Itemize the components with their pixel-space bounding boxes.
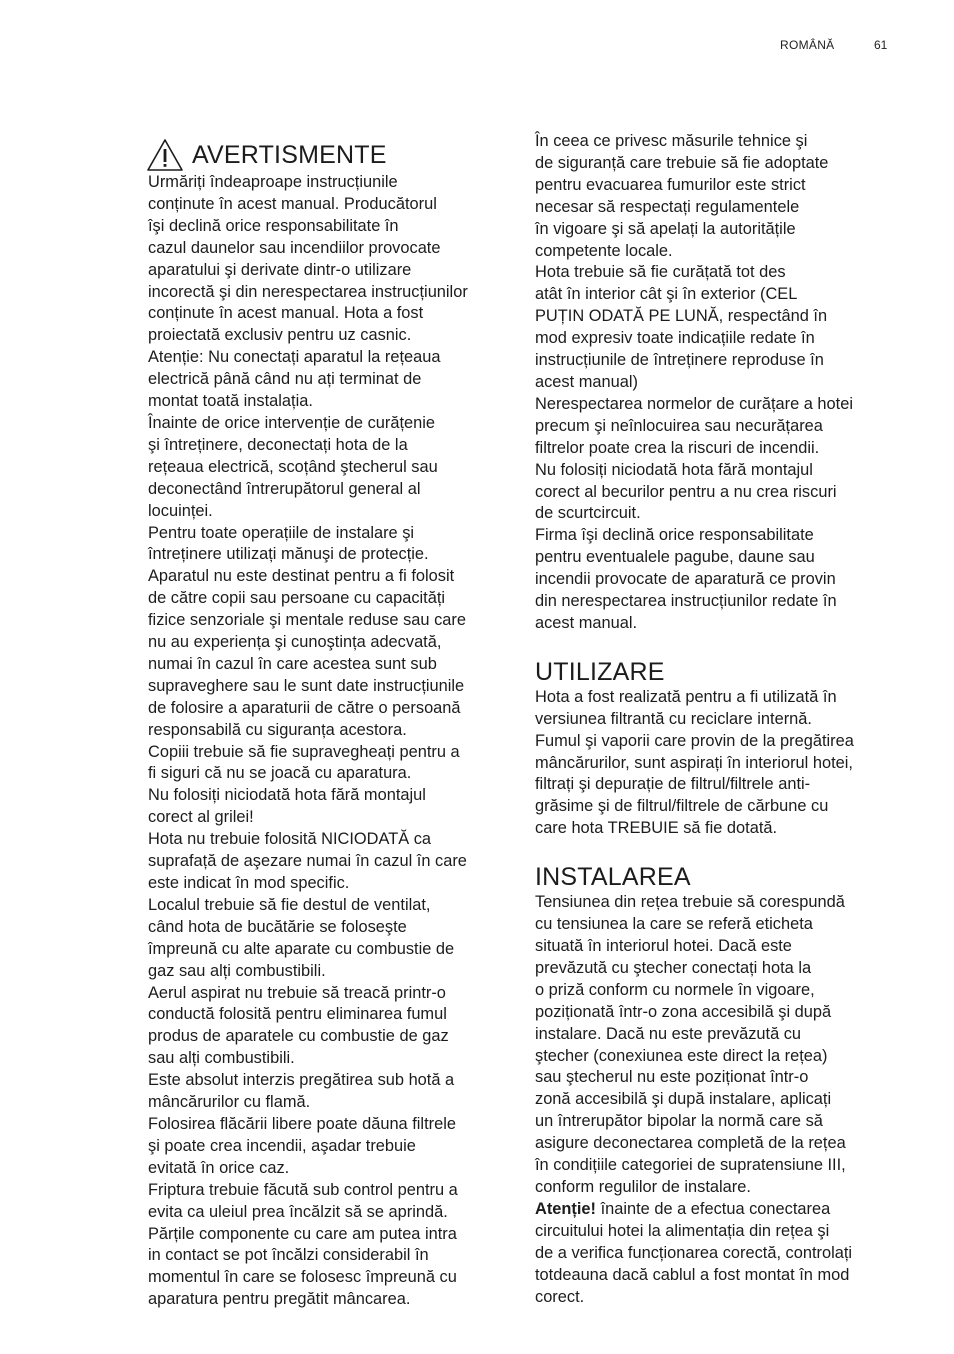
text-line: Hota a fost realizată pentru a fi utilizată în bbox=[535, 687, 837, 706]
text-line: momentul în care se folosesc împreună cu bbox=[148, 1268, 457, 1287]
text-line: nu au experiența şi cunoştința adecvată, bbox=[148, 633, 442, 652]
text-line: totdeauna dacă cablul a fost montat în mod bbox=[535, 1265, 850, 1284]
text-line: Înainte de orice intervenție de curățenie bbox=[148, 413, 436, 432]
text-line: o priză conform cu normele în vigoare, bbox=[535, 980, 815, 999]
text-line: conținute în acest manual. Producătorul bbox=[148, 194, 437, 213]
text-line: Nu folosiți niciodată hota fără montajul bbox=[148, 786, 426, 805]
text-line: ştecher (conexiunea este direct la rețea) bbox=[535, 1046, 828, 1065]
text-line: şi întreținere, deconectați hota de la bbox=[148, 435, 408, 454]
text-line: evita ca uleiul prea încălzit să se aprindă. bbox=[148, 1202, 448, 1221]
warnings-title: AVERTISMENTE bbox=[192, 141, 387, 169]
text-line: suprafață de aşezare numai în cazul în care bbox=[148, 852, 467, 871]
attention-text: înainte de a efectua conectarea bbox=[596, 1199, 831, 1218]
installation-title: INSTALAREA bbox=[535, 863, 691, 892]
text-line: conținute în acest manual. Hota a fost bbox=[148, 304, 424, 323]
text-line: grăsime şi de filtrul/filtrele de cărbune cu bbox=[535, 797, 829, 816]
usage-text bbox=[535, 687, 895, 840]
text-line: de scurtcircuit. bbox=[535, 504, 641, 523]
warning-triangle-icon bbox=[146, 138, 184, 172]
text-line: în vigoare şi să apelați la autoritățile bbox=[535, 219, 796, 238]
text-line: Nu folosiți niciodată hota fără montajul bbox=[535, 460, 813, 479]
text-line: Tensiunea din rețea trebuie să corespundă bbox=[535, 893, 845, 912]
text-line: versiunea filtrantă cu reciclare internă. bbox=[535, 709, 812, 728]
text-line: cu tensiunea la care se referă eticheta bbox=[535, 915, 813, 934]
text-line: conform regulilor de instalare. bbox=[535, 1177, 751, 1196]
text-line: gaz sau alți combustibili. bbox=[148, 961, 326, 980]
text-line: zonă accesibilă şi după instalare, aplicați bbox=[535, 1090, 832, 1109]
text-line: necesar să respectați regulamentele bbox=[535, 197, 800, 216]
header-language: ROMÂNĂ bbox=[780, 38, 835, 52]
text-line: rețeaua electrică, scoțând ştecherul sau bbox=[148, 457, 438, 476]
attention-label: Atenție! bbox=[535, 1199, 597, 1218]
left-column bbox=[148, 138, 510, 1311]
text-line: din nerespectarea instrucțiunilor redate în bbox=[535, 592, 837, 611]
text-line: un întrerupător bipolar la normă care să bbox=[535, 1112, 823, 1131]
text-line: acest manual. bbox=[535, 613, 638, 632]
text-line: de siguranță care trebuie să fie adoptate bbox=[535, 153, 829, 172]
text-line: împreună cu alte aparate cu combustie de bbox=[148, 939, 455, 958]
text-line: acest manual) bbox=[535, 372, 638, 391]
usage-title: UTILIZARE bbox=[535, 657, 665, 686]
right-column bbox=[535, 131, 895, 1308]
text-line: Părțile componente cu care am putea intra bbox=[148, 1224, 457, 1243]
text-line: competente locale. bbox=[535, 241, 673, 260]
text-line: cazul daunelor sau incendiilor provocate bbox=[148, 238, 441, 257]
warnings-text-continued bbox=[535, 131, 895, 635]
text-line: Hota nu trebuie folosită NICIODATĂ ca bbox=[148, 830, 432, 849]
text-line: corect al grilei! bbox=[148, 808, 254, 827]
text-line: pentru evacuarea fumurilor este strict bbox=[535, 175, 806, 194]
text-line: produs de aparatele cu combustie de gaz bbox=[148, 1027, 449, 1046]
text-line: Localul trebuie să fie destul de ventilat, bbox=[148, 895, 431, 914]
text-line: în condițiile categoriei de supratensiune III, bbox=[535, 1156, 846, 1175]
text-line: Atenție: Nu conectați aparatul la rețeaua bbox=[148, 348, 441, 367]
text-line: aparatului şi derivate dintr-o utilizare bbox=[148, 260, 412, 279]
text-line: filtrelor poate crea la riscuri de incendii. bbox=[535, 438, 820, 457]
text-line: Nerespectarea normelor de curățare a hotei bbox=[535, 394, 853, 413]
text-line: poziționată într-o zona accesibilă şi după bbox=[535, 1002, 832, 1021]
text-line: aparatura pentru pregătit mâncarea. bbox=[148, 1290, 411, 1309]
text-line: întreținere utilizați mănuşi de protecție. bbox=[148, 545, 429, 564]
text-line: Este absolut interzis pregătirea sub hotă a bbox=[148, 1071, 455, 1090]
text-line: când hota de bucătărie se foloseşte bbox=[148, 917, 407, 936]
text-line: supraveghere sau le sunt date instrucțiunile bbox=[148, 676, 465, 695]
text-line: Firma îşi declină orice responsabilitate bbox=[535, 526, 814, 545]
text-line: corect al becurilor pentru a nu crea riscuri bbox=[535, 482, 837, 501]
text-line: care hota TREBUIE să fie dotată. bbox=[535, 819, 778, 838]
text-line: precum şi neînlocuirea sau necurățarea bbox=[535, 416, 823, 435]
text-line: asigure deconectarea completă de la rețea bbox=[535, 1134, 846, 1153]
text-line: incendii provocate de aparatură ce provin bbox=[535, 570, 836, 589]
installation-attention-text bbox=[535, 1221, 895, 1309]
text-line: Friptura trebuie făcută sub control pentru a bbox=[148, 1180, 458, 1199]
text-line: electrică până când nu ați terminat de bbox=[148, 370, 422, 389]
text-line: Folosirea flăcării libere poate dăuna filtrele bbox=[148, 1114, 456, 1133]
text-line: prevăzută cu ştecher conectați hota la bbox=[535, 958, 812, 977]
text-line: sau alți combustibili. bbox=[148, 1049, 295, 1068]
text-line: mâncărurilor, sunt aspirați în interiorul hotei, bbox=[535, 753, 853, 772]
text-line: mâncărurilor cu flamă. bbox=[148, 1093, 311, 1112]
text-line: şi poate crea incendii, aşadar trebuie bbox=[148, 1136, 416, 1155]
text-line: incorectă şi din nerespectarea instrucțiunilor bbox=[148, 282, 468, 301]
text-line: responsabilă cu siguranța acestora. bbox=[148, 720, 407, 739]
installation-text bbox=[535, 892, 895, 1199]
text-line: circuitului hotei la alimentația din rețea şi bbox=[535, 1221, 830, 1240]
text-line: situată în interiorul hotei. Dacă este bbox=[535, 937, 792, 955]
text-line: de a verifica funcționarea corectă, controlați bbox=[535, 1243, 853, 1262]
text-line: Copiii trebuie să fie supravegheați pentru a bbox=[148, 742, 460, 761]
text-line: Hota trebuie să fie curățată tot des bbox=[535, 263, 786, 282]
text-line: locuinței. bbox=[148, 501, 213, 520]
text-line: corect. bbox=[535, 1287, 585, 1306]
text-line: Aerul aspirat nu trebuie să treacă printr-o bbox=[148, 983, 446, 1002]
text-line: instrucțiunile de întreținere reproduse în bbox=[535, 351, 824, 370]
text-line: evitată în orice caz. bbox=[148, 1158, 290, 1177]
text-line: numai în cazul în care acestea sunt sub bbox=[148, 654, 437, 673]
warnings-heading bbox=[146, 138, 510, 172]
text-line: montat toată instalația. bbox=[148, 392, 313, 411]
text-line: sau ştecherul nu este poziționat într-o bbox=[535, 1068, 809, 1087]
text-line: îşi declină orice responsabilitate în bbox=[148, 216, 399, 235]
text-line: de folosire a aparaturii de către o persoană bbox=[148, 698, 461, 717]
text-line: proiectată exclusiv pentru uz casnic. bbox=[148, 326, 412, 345]
warnings-text bbox=[148, 172, 510, 1311]
text-line: este indicat în mod specific. bbox=[148, 874, 350, 892]
text-line: Aparatul nu este destinat pentru a fi folosit bbox=[148, 567, 455, 586]
text-line: conductă folosită pentru eliminarea fumul bbox=[148, 1005, 447, 1024]
text-line: fizice senzoriale şi mentale reduse sau care bbox=[148, 611, 466, 630]
text-line: fi siguri că nu se joacă cu aparatura. bbox=[148, 764, 412, 783]
text-line: În ceea ce privesc măsurile tehnice şi bbox=[535, 132, 808, 150]
text-line: de către copii sau persoane cu capacități bbox=[148, 589, 446, 608]
text-line: Pentru toate operațiile de instalare şi bbox=[148, 523, 415, 542]
installation-attention-line bbox=[535, 1199, 895, 1221]
text-line: filtrați şi depurație de filtrul/filtrele anti- bbox=[535, 775, 811, 794]
text-line: deconectând întrerupătorul general al bbox=[148, 479, 421, 498]
text-line: mod expresiv toate indicațiile redate în bbox=[535, 329, 815, 348]
text-line: PUȚIN ODATĂ PE LUNĂ, respectând în bbox=[535, 307, 828, 326]
page-number: 61 bbox=[874, 38, 888, 52]
text-line: in contact se pot încălzi considerabil în bbox=[148, 1246, 429, 1265]
text-line: Urmăriți îndeaproape instrucțiunile bbox=[148, 173, 398, 191]
text-line: pentru eventualele pagube, daune sau bbox=[535, 548, 815, 567]
text-line: atât în interior cât şi în exterior (CEL bbox=[535, 285, 798, 304]
text-line: instalare. Dacă nu este prevăzută cu bbox=[535, 1024, 802, 1043]
text-line: Fumul şi vaporii care provin de la pregătirea bbox=[535, 731, 854, 750]
